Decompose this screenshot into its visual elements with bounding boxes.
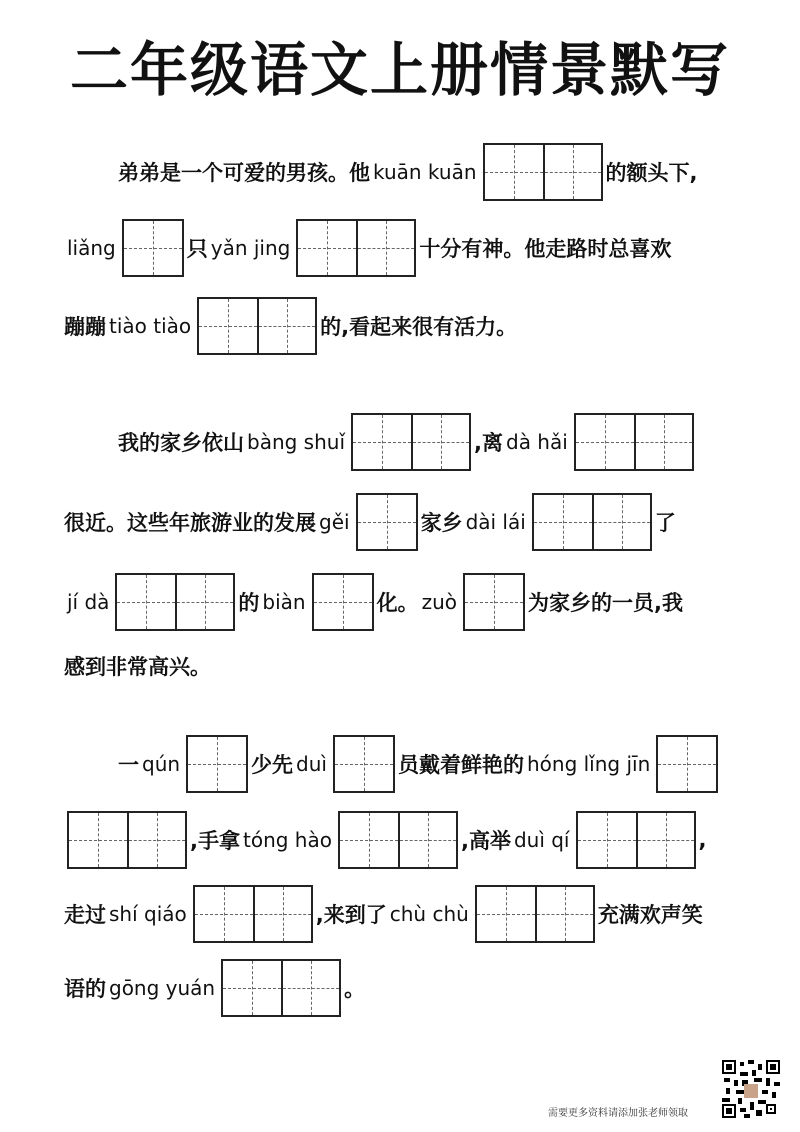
text: 很近。这些年旅游业的发展 <box>64 511 316 535</box>
text: ,离 <box>474 431 503 455</box>
text: ,来到了 <box>315 903 387 927</box>
p2-line-3 <box>64 570 683 634</box>
grid-cell <box>298 221 356 275</box>
answer-grid[interactable] <box>312 573 374 631</box>
answer-grid[interactable] <box>475 885 595 943</box>
answer-grid[interactable] <box>338 811 458 869</box>
footer-note: 需要更多资料请添加张老师领取 <box>548 1108 688 1119</box>
answer-grid[interactable] <box>193 885 313 943</box>
grid-cell <box>124 221 182 275</box>
pinyin: duì <box>296 752 327 776</box>
grid-cell <box>477 887 535 941</box>
grid-cell <box>535 887 593 941</box>
grid-cell <box>117 575 175 629</box>
text: 语的 <box>64 977 106 1001</box>
pinyin: jí dà <box>67 590 110 614</box>
grid-cell <box>340 813 398 867</box>
answer-grid[interactable] <box>576 811 696 869</box>
grid-cell <box>658 737 716 791</box>
answer-grid[interactable] <box>532 493 652 551</box>
text: 家乡 <box>420 511 463 535</box>
grid-cell <box>534 495 592 549</box>
p2-line-2 <box>64 490 676 554</box>
grid-cell <box>69 813 127 867</box>
answer-grid[interactable] <box>483 143 603 201</box>
text: 感到非常高兴。 <box>64 655 211 679</box>
answer-grid[interactable] <box>656 735 718 793</box>
text: 了 <box>654 511 676 535</box>
text: 走过 <box>64 903 106 927</box>
grid-cell <box>223 961 281 1015</box>
pinyin: gōng yuán <box>109 976 216 1000</box>
grid-cell <box>281 961 339 1015</box>
qr-code-icon <box>722 1060 780 1118</box>
page-title: 二年级语文上册情景默写 <box>69 36 730 104</box>
pinyin: liǎng <box>67 236 116 260</box>
pinyin: biàn <box>262 590 306 614</box>
grid-cell <box>253 887 311 941</box>
grid-cell <box>356 221 414 275</box>
text: 十分有神。他走路时总喜欢 <box>419 237 672 261</box>
pinyin: zuò <box>421 590 458 614</box>
answer-grid[interactable] <box>574 413 694 471</box>
p1-line-1 <box>118 140 698 204</box>
text: 的额头下, <box>605 161 698 185</box>
text: 的,看起来很有活力。 <box>320 315 518 339</box>
text: ,高举 <box>460 829 511 853</box>
p3-line-1 <box>118 732 721 796</box>
p2-line-4 <box>64 634 211 698</box>
p1-line-2 <box>64 216 671 280</box>
pinyin: dà hǎi <box>506 430 568 454</box>
text: 为家乡的一员,我 <box>528 591 684 615</box>
grid-cell <box>314 575 372 629</box>
text: 化。 <box>376 591 419 615</box>
pinyin: yǎn jing <box>210 236 291 260</box>
grid-cell <box>257 299 315 353</box>
pinyin: bàng shuǐ <box>247 430 346 454</box>
text: , <box>698 828 707 852</box>
text: 的 <box>238 591 260 615</box>
grid-cell <box>335 737 393 791</box>
answer-grid[interactable] <box>67 811 187 869</box>
grid-cell <box>465 575 523 629</box>
text: 蹦蹦 <box>64 315 106 339</box>
grid-cell <box>398 813 456 867</box>
grid-cell <box>127 813 185 867</box>
grid-cell <box>543 145 601 199</box>
text: 一 <box>118 753 139 777</box>
grid-cell <box>358 495 416 549</box>
pinyin: chù chù <box>389 902 469 926</box>
answer-grid[interactable] <box>122 219 184 277</box>
pinyin: duì qí <box>513 828 570 852</box>
answer-grid[interactable] <box>186 735 248 793</box>
text: 只 <box>186 237 208 261</box>
p3-line-2 <box>64 808 706 872</box>
grid-cell <box>195 887 253 941</box>
grid-cell <box>353 415 411 469</box>
pinyin: hóng lǐng jīn <box>526 752 651 776</box>
grid-cell <box>576 415 634 469</box>
p1-line-3 <box>64 294 517 358</box>
answer-grid[interactable] <box>333 735 395 793</box>
pinyin: qún <box>142 752 181 776</box>
pinyin: kuān kuān <box>373 160 477 184</box>
text: 。 <box>344 977 366 1001</box>
pinyin: gěi <box>319 510 350 534</box>
answer-grid[interactable] <box>221 959 341 1017</box>
pinyin: dài lái <box>465 510 526 534</box>
grid-cell <box>592 495 650 549</box>
answer-grid[interactable] <box>197 297 317 355</box>
answer-grid[interactable] <box>351 413 471 471</box>
p2-line-1 <box>118 410 697 474</box>
grid-cell <box>188 737 246 791</box>
p3-line-3 <box>64 882 703 946</box>
grid-cell <box>485 145 543 199</box>
pinyin: tóng hào <box>242 828 332 852</box>
text: 我的家乡依山 <box>118 431 244 455</box>
text: 员戴着鲜艳的 <box>397 753 524 777</box>
text: 少先 <box>251 753 294 777</box>
grid-cell <box>411 415 469 469</box>
answer-grid[interactable] <box>463 573 525 631</box>
grid-cell <box>199 299 257 353</box>
pinyin: tiào tiào <box>109 314 192 338</box>
text: 充满欢声笑 <box>597 903 703 927</box>
answer-grid[interactable] <box>115 573 235 631</box>
text: ,手拿 <box>190 829 240 853</box>
grid-cell <box>175 575 233 629</box>
pinyin: shí qiáo <box>109 902 187 926</box>
grid-cell <box>636 813 694 867</box>
grid-cell <box>578 813 636 867</box>
grid-cell <box>634 415 692 469</box>
answer-grid[interactable] <box>296 219 416 277</box>
answer-grid[interactable] <box>356 493 418 551</box>
p3-line-4 <box>64 956 365 1020</box>
text: 弟弟是一个可爱的男孩。他 <box>118 161 370 185</box>
